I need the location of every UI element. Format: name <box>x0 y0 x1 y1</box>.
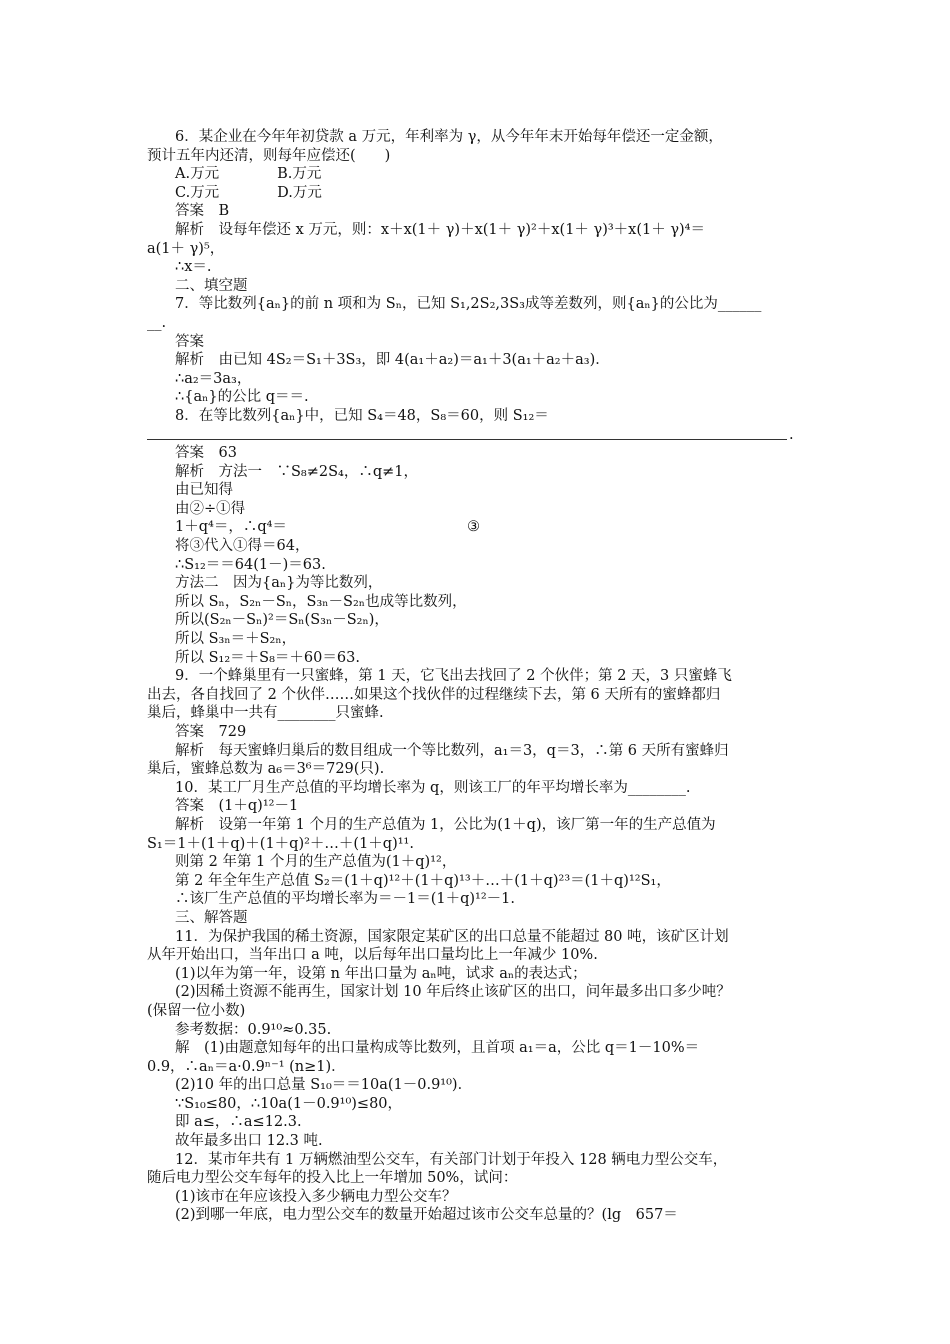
text-line: 解 (1)由题意知每年的出口量构成等比数列，且首项 a₁＝a，公比 q＝1－10%＝ <box>175 1040 700 1057</box>
text-line: 6．某企业在今年年初贷款 a 万元，年利率为 γ，从今年年末开始每年偿还一定金额， <box>175 129 723 145</box>
text-line: (2)10 年的出口总量 S₁₀＝＝10a(1－0.9¹⁰)． <box>175 1077 473 1094</box>
equation-text: 1＋q⁴＝，∴q⁴＝ <box>175 519 287 536</box>
text-line: 方法二 因为{aₙ}为等比数列， <box>175 575 383 592</box>
text-line: ∴该厂生产总值的平均增长率为＝－1＝(1＋q)¹²－1. <box>175 891 516 908</box>
text-line: (1)该市在年应该投入多少辆电力型公交车？ <box>175 1188 457 1205</box>
text-line: 7．等比数列{aₙ}的前 n 项和为 Sₙ，已知 S₁,2S₂,3S₃成等差数列，则{aₙ}的公比为______ <box>175 296 762 313</box>
text-line: 答案 B <box>175 203 230 220</box>
text-line: ∴S₁₂＝＝64(1－)＝63. <box>175 556 326 573</box>
text-line: 9．一个蜂巢里有一只蜜蜂，第 1 天，它飞出去找回了 2 个伙伴；第 2 天，3 只蜜蜂飞 <box>175 668 732 685</box>
text-line: 二、填空题 <box>175 277 248 294</box>
text-block-3 <box>147 537 812 1225</box>
text-line: 解析 每天蜜蜂归巢后的数目组成一个等比数列，a₁＝3，q＝3，∴第 6 天所有蜜蜂归 <box>175 742 729 759</box>
text-line: ∴x＝. <box>175 259 212 276</box>
text-line: 第 2 年全年生产总值 S₂＝(1＋q)¹²＋(1＋q)¹³＋…＋(1＋q)²³＝(1＋q)¹²S₁， <box>175 872 671 889</box>
text-line: 解析 方法一 ∵S₈≠2S₄，∴q≠1， <box>175 463 419 480</box>
text-line: 即 a≤，∴a≤12.3. <box>175 1114 302 1131</box>
text-line: ∵S₁₀≤80，∴10a(1－0.9¹⁰)≤80， <box>175 1095 403 1112</box>
text-line: 8．在等比数列{aₙ}中，已知 S₄＝48，S₈＝60，则 S₁₂＝ <box>175 407 549 424</box>
text-line: __. <box>147 314 167 331</box>
text-line: 10．某工厂月生产总值的平均增长率为 q，则该工厂的年平均增长率为________. <box>175 779 691 796</box>
text-block-2 <box>147 444 812 518</box>
text-line: 解析 设每年偿还 x 万元，则：x＋x(1＋ γ)＋x(1＋ γ)²＋x(1＋ γ)³＋x(1＋ γ)⁴＝ <box>175 221 705 238</box>
text-line: S₁＝1＋(1＋q)＋(1＋q)²＋…＋(1＋q)¹¹. <box>147 835 414 852</box>
text-line: 所以 S₃ₙ＝＋S₂ₙ， <box>175 631 297 648</box>
text-line: 解析 设第一年第 1 个月的生产总值为 1，公比为(1＋q)，该厂第一年的生产总值为 <box>175 816 716 833</box>
text-line: 则第 2 年第 1 个月的生产总值为(1＋q)¹²， <box>175 854 457 871</box>
text-line: 故年最多出口 12.3 吨. <box>175 1133 323 1150</box>
text-line: A.万元 B.万元 <box>175 166 322 183</box>
text-line: ∴{aₙ}的公比 q＝＝. <box>175 389 309 406</box>
text-line: a(1＋ γ)⁵， <box>147 240 225 257</box>
text-line: 巢后，蜜蜂总数为 a₆＝3⁶＝729(只). <box>147 761 385 778</box>
text-line: 答案 63 <box>175 445 237 462</box>
text-line: 从年开始出口，当年出口 a 吨，以后每年出口量均比上一年减少 10%. <box>147 947 598 964</box>
text-line: 0.9，∴aₙ＝a·0.9ⁿ⁻¹ (n≥1)． <box>147 1058 346 1075</box>
text-line: (2)到哪一年底，电力型公交车的数量开始超过该市公交车总量的？(lg 657＝ <box>175 1207 678 1224</box>
text-line: ∴a₂＝3a₃， <box>175 370 252 387</box>
text-line: 所以(S₂ₙ－Sₙ)²＝Sₙ(S₃ₙ－S₂ₙ)， <box>175 612 389 629</box>
text-block-1 <box>147 128 812 426</box>
text-line: 出去，各自找回了 2 个伙伴……如果这个找伙伴的过程继续下去，第 6 天所有的蜜蜂都归 <box>147 686 721 703</box>
text-line: 参考数据：0.9¹⁰≈0.35. <box>175 1021 332 1038</box>
blank-period: . <box>789 426 794 443</box>
answer-blank-line <box>147 426 812 445</box>
text-line: 答案 <box>175 333 204 350</box>
text-line: 答案 (1＋q)¹²－1 <box>175 798 299 815</box>
text-line: (保留一位小数) <box>147 1002 246 1019</box>
text-line: 11．为保护我国的稀土资源，国家限定某矿区的出口总量不能超过 80 吨，该矿区计划 <box>175 928 729 945</box>
blank-underline <box>147 426 787 440</box>
equation-line <box>147 518 812 537</box>
document-page <box>147 128 812 1225</box>
text-line: 所以 Sₙ，S₂ₙ－Sₙ，S₃ₙ－S₂ₙ也成等比数列， <box>175 593 467 610</box>
text-line: 答案 729 <box>175 724 247 740</box>
text-line: 解析 由已知 4S₂＝S₁＋3S₃，即 4(a₁＋a₂)＝a₁＋3(a₁＋a₂＋a₃)． <box>175 352 610 369</box>
text-line: (1)以年为第一年，设第 n 年出口量为 aₙ吨，试求 aₙ的表达式； <box>175 965 587 982</box>
text-line: 预计五年内还清，则每年应偿还( ) <box>147 147 391 164</box>
text-line: C.万元 D.万元 <box>175 184 322 201</box>
equation-tag: ③ <box>467 519 480 536</box>
text-line: 将③代入①得＝64， <box>175 538 310 555</box>
text-line: 由已知得 <box>175 482 233 499</box>
text-line: 由②÷①得 <box>175 500 246 517</box>
text-line: 随后电力型公交车每年的投入比上一年增加 50%，试问： <box>147 1170 518 1187</box>
text-line: (2)因稀土资源不能再生，国家计划 10 年后终止该矿区的出口，问年最多出口多少吨？ <box>175 984 731 1001</box>
text-line: 三、解答题 <box>175 909 248 926</box>
text-line: 12．某市年共有 1 万辆燃油型公交车，有关部门计划于年投入 128 辆电力型公交车， <box>175 1151 728 1168</box>
text-line: 巢后，蜂巢中一共有________只蜜蜂. <box>147 705 384 722</box>
text-line: 所以 S₁₂＝＋S₈＝＋60＝63. <box>175 649 360 666</box>
